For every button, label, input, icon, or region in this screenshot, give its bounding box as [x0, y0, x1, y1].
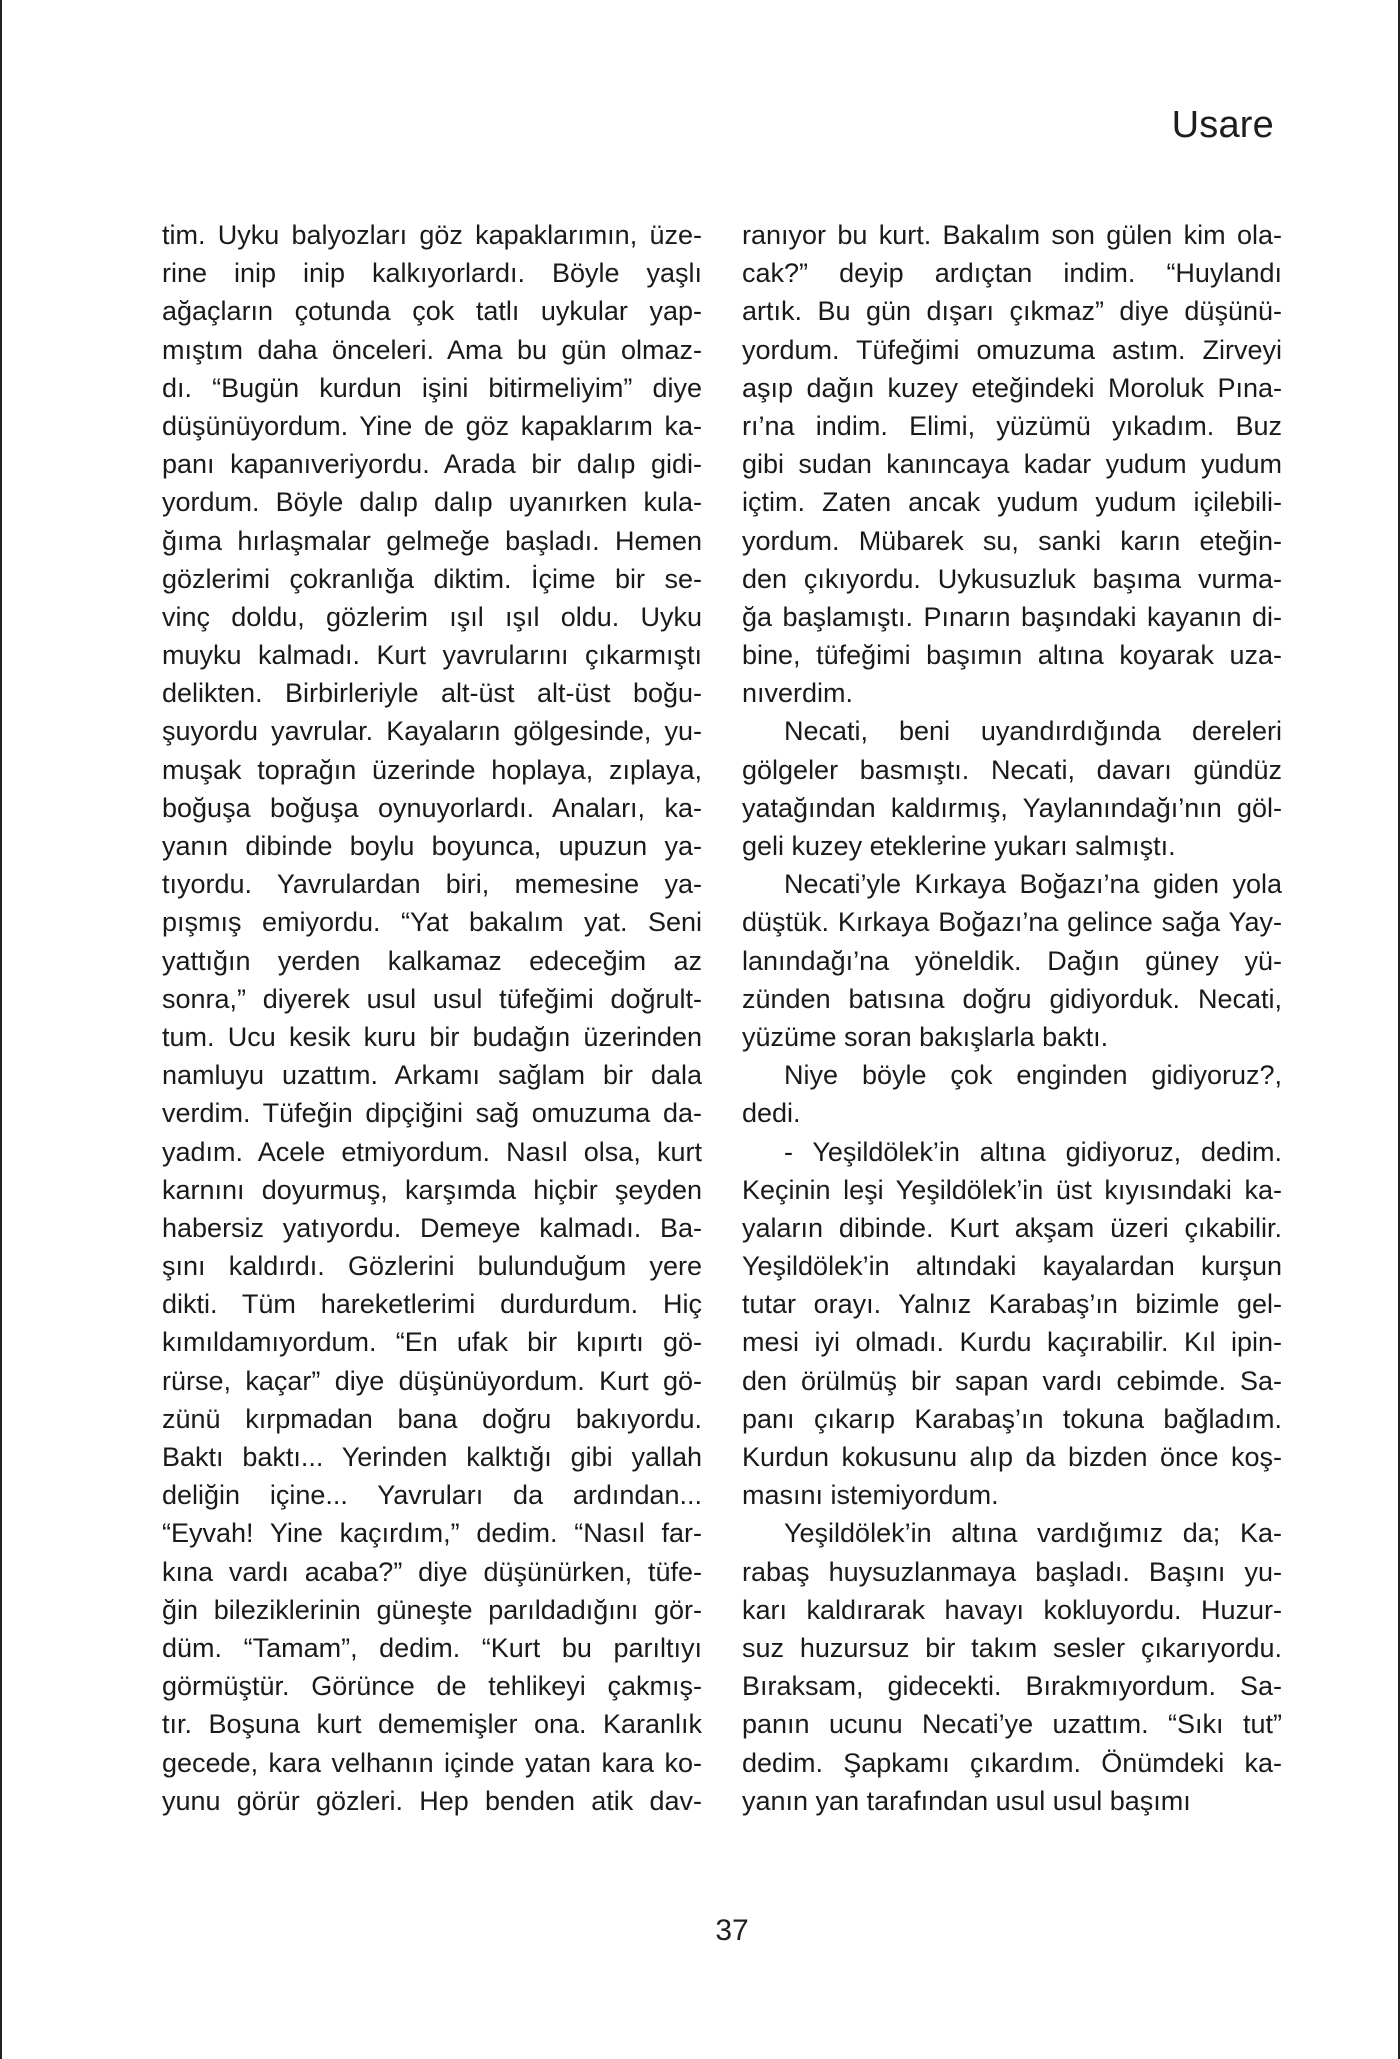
text-line: yattığın yerden kalkamaz edeceğim az [162, 945, 702, 976]
text-line: zünden batısına doğru gidiyorduk. Necati, [742, 983, 1282, 1014]
text-line: gölgeler basmıştı. Necati, davarı gündüz [742, 754, 1282, 785]
text-line: yüzüme soran bakışlarla baktı. [742, 1021, 1109, 1052]
text-line: kına vardı acaba?” diye düşünürken, tüfe- [162, 1556, 702, 1587]
right-column [742, 216, 1282, 1820]
text-line: ranıyor bu kurt. Bakalım son gülen kim ola- [742, 220, 1282, 250]
text-line: ğa başlamıştı. Pınarın başındaki kayanın di- [742, 601, 1282, 632]
text-line: şını kaldırdı. Gözlerini bulunduğum yere [162, 1251, 702, 1282]
text-line: dedi. [742, 1098, 801, 1129]
text-line: nıverdim. [742, 678, 854, 709]
text-line: tır. Boşuna kurt dememişler ona. Karanlık [162, 1709, 702, 1740]
text-line: karnını doyurmuş, karşımda hiçbir şeyden [162, 1174, 702, 1205]
text-line: aşıp dağın kuzey eteğindeki Moroluk Pına- [742, 372, 1282, 403]
text-line: tutar orayı. Yalnız Karabaş’ın bizimle gel- [742, 1289, 1282, 1320]
text-line: geli kuzey eteklerine yukarı salmıştı. [742, 831, 1176, 861]
text-line: suz huzursuz bir takım sesler çıkarıyordu. [742, 1632, 1282, 1663]
text-line: rürse, kaçar” diye düşünüyordum. Kurt gö- [162, 1365, 702, 1396]
text-line: muyku kalmadı. Kurt yavrularını çıkarmıştı [162, 640, 702, 671]
text-line: kımıldamıyordum. “En ufak bir kıpırtı gö- [162, 1327, 702, 1358]
text-line: “Eyvah! Yine kaçırdım,” dedim. “Nasıl far- [162, 1518, 702, 1549]
text-line: yatağından kaldırmış, Yaylanındağı’nın göl- [742, 792, 1282, 823]
text-line: tim. Uyku balyozları göz kapaklarımın, üze- [162, 220, 702, 250]
text-line: ğin bileziklerinin güneşte parıldadığını gör- [162, 1594, 702, 1625]
text-line: lanındağı’na yöneldik. Dağın güney yü- [742, 945, 1282, 976]
text-line: gecede, kara velhanın içinde yatan kara ko- [162, 1747, 702, 1778]
text-line: tıyordu. Yavrulardan biri, memesine ya- [162, 869, 702, 900]
text-line: sonra,” diyerek usul usul tüfeğimi doğrult- [162, 983, 702, 1014]
text-line: gibi sudan kanıncaya kadar yudum yudum [742, 449, 1282, 480]
text-line: tum. Ucu kesik kuru bir budağın üzerinden [162, 1021, 702, 1052]
text-line: Baktı baktı... Yerinden kalktığı gibi yallah [162, 1442, 702, 1472]
text-line: bine, tüfeğimi başımın altına koyarak uza- [742, 640, 1282, 671]
text-line: panın ucunu Necati’ye uzattım. “Sıkı tut” [742, 1709, 1282, 1740]
text-line: namluyu uzattım. Arkamı sağlam bir dala [162, 1060, 702, 1091]
text-line: mıştım daha önceleri. Ama bu gün olmaz- [162, 334, 702, 365]
text-line: Bıraksam, gidecekti. Bırakmıyordum. Sa- [742, 1671, 1282, 1702]
text-line: verdim. Tüfeğin dipçiğini sağ omuzuma da- [162, 1098, 702, 1129]
text-line: dikti. Tüm hareketlerimi durdurdum. Hiç [162, 1289, 702, 1320]
text-line: şuyordu yavrular. Kayaların gölgesinde, yu- [162, 716, 702, 747]
text-line: rabaş huysuzlanmaya başladı. Başını yu- [742, 1556, 1282, 1587]
text-line: habersiz yatıyordu. Demeye kalmadı. Ba- [162, 1212, 702, 1243]
text-line: Kurdun kokusunu alıp da bizden önce koş- [742, 1442, 1282, 1472]
text-line: düm. “Tamam”, dedim. “Kurt bu parıltıyı [162, 1632, 702, 1663]
text-line: Keçinin leşi Yeşildölek’in üst kıyısındaki ka- [742, 1174, 1282, 1205]
text-line: mesi iyi olmadı. Kurdu kaçırabilir. Kıl ipin- [742, 1327, 1282, 1358]
text-line: artık. Bu gün dışarı çıkmaz” diye düşünü- [742, 296, 1282, 327]
text-line: dı. “Bugün kurdun işini bitirmeliyim” diye [162, 372, 702, 403]
text-line: zünü kırpmadan bana doğru bakıyordu. [162, 1403, 702, 1434]
text-line: düşünüyordum. Yine de göz kapaklarım ka- [162, 410, 702, 441]
text-line: boğuşa boğuşa oynuyorlardı. Anaları, ka- [162, 792, 702, 823]
text-line: içtim. Zaten ancak yudum yudum içilebili- [742, 487, 1282, 518]
text-line: pışmış emiyordu. “Yat bakalım yat. Seni [162, 907, 702, 938]
text-line: delikten. Birbirleriyle alt-üst alt-üst boğu- [162, 678, 702, 709]
text-line: masını istemiyordum. [742, 1480, 999, 1511]
text-line: Yeşildölek’in altına vardığımız da; Ka- [784, 1518, 1282, 1549]
text-line: yanın dibinde boylu boyunca, upuzun ya- [162, 831, 702, 861]
text-line: den çıkıyordu. Uykusuzluk başıma vurma- [742, 563, 1282, 594]
text-line: muşak toprağın üzerinde hoplaya, zıplaya, [162, 754, 702, 785]
text-line: ağaçların çotunda çok tatlı uykular yap- [162, 296, 702, 327]
text-line: yordum. Mübarek su, sanki karın eteğin- [742, 525, 1282, 556]
text-line: Yeşildölek’in altındaki kayalardan kurşun [742, 1251, 1282, 1282]
text-line: dedim. Şapkamı çıkardım. Önümdeki ka- [742, 1747, 1282, 1778]
running-header-title: Usare [1171, 104, 1274, 146]
text-line: Niye böyle çok enginden gidiyoruz?, [784, 1060, 1282, 1091]
body-text [162, 216, 1282, 1836]
left-column [162, 216, 702, 1820]
text-line: vinç doldu, gözlerim ışıl ışıl oldu. Uyku [162, 601, 702, 632]
text-line: Necati’yle Kırkaya Boğazı’na giden yola [784, 869, 1282, 900]
text-line: yadım. Acele etmiyordum. Nasıl olsa, kurt [162, 1136, 702, 1167]
text-line: görmüştür. Görünce de tehlikeyi çakmış- [162, 1671, 702, 1702]
text-line: yordum. Böyle dalıp dalıp uyanırken kula- [162, 487, 702, 518]
text-line: rı’na indim. Elimi, yüzümü yıkadım. Buz [742, 410, 1282, 441]
text-line: karı kaldırarak havayı kokluyordu. Huzur- [742, 1594, 1282, 1625]
text-line: Necati, beni uyandırdığında dereleri [784, 716, 1282, 747]
text-line: yanın yan tarafından usul usul başımı [742, 1785, 1191, 1816]
text-line: yunu görür gözleri. Hep benden atik dav- [162, 1785, 702, 1816]
text-line: yaların dibinde. Kurt akşam üzeri çıkabilir. [742, 1212, 1282, 1243]
text-line: panı kapanıveriyordu. Arada bir dalıp gidi- [162, 449, 702, 480]
text-line: gözlerimi çokranlığa diktim. İçime bir se- [162, 563, 702, 594]
text-line: cak?” deyip ardıçtan indim. “Huylandı [742, 258, 1282, 289]
text-line: den örülmüş bir sapan vardı cebimde. Sa- [742, 1365, 1282, 1396]
text-line: panı çıkarıp Karabaş’ın tokuna bağladım. [742, 1403, 1282, 1434]
text-line: rine inip inip kalkıyorlardı. Böyle yaşlı [162, 258, 702, 289]
text-line: yordum. Tüfeğimi omuzuma astım. Zirveyi [742, 334, 1282, 365]
text-line: - Yeşildölek’in altına gidiyoruz, dedim. [784, 1136, 1282, 1167]
page-number: 37 [715, 1914, 749, 1947]
text-line: düştük. Kırkaya Boğazı’na gelince sağa Yay- [742, 907, 1282, 938]
text-line: ğıma hırlaşmalar gelmeğe başladı. Hemen [162, 525, 702, 556]
text-line: deliğin içine... Yavruları da ardından... [162, 1480, 702, 1511]
